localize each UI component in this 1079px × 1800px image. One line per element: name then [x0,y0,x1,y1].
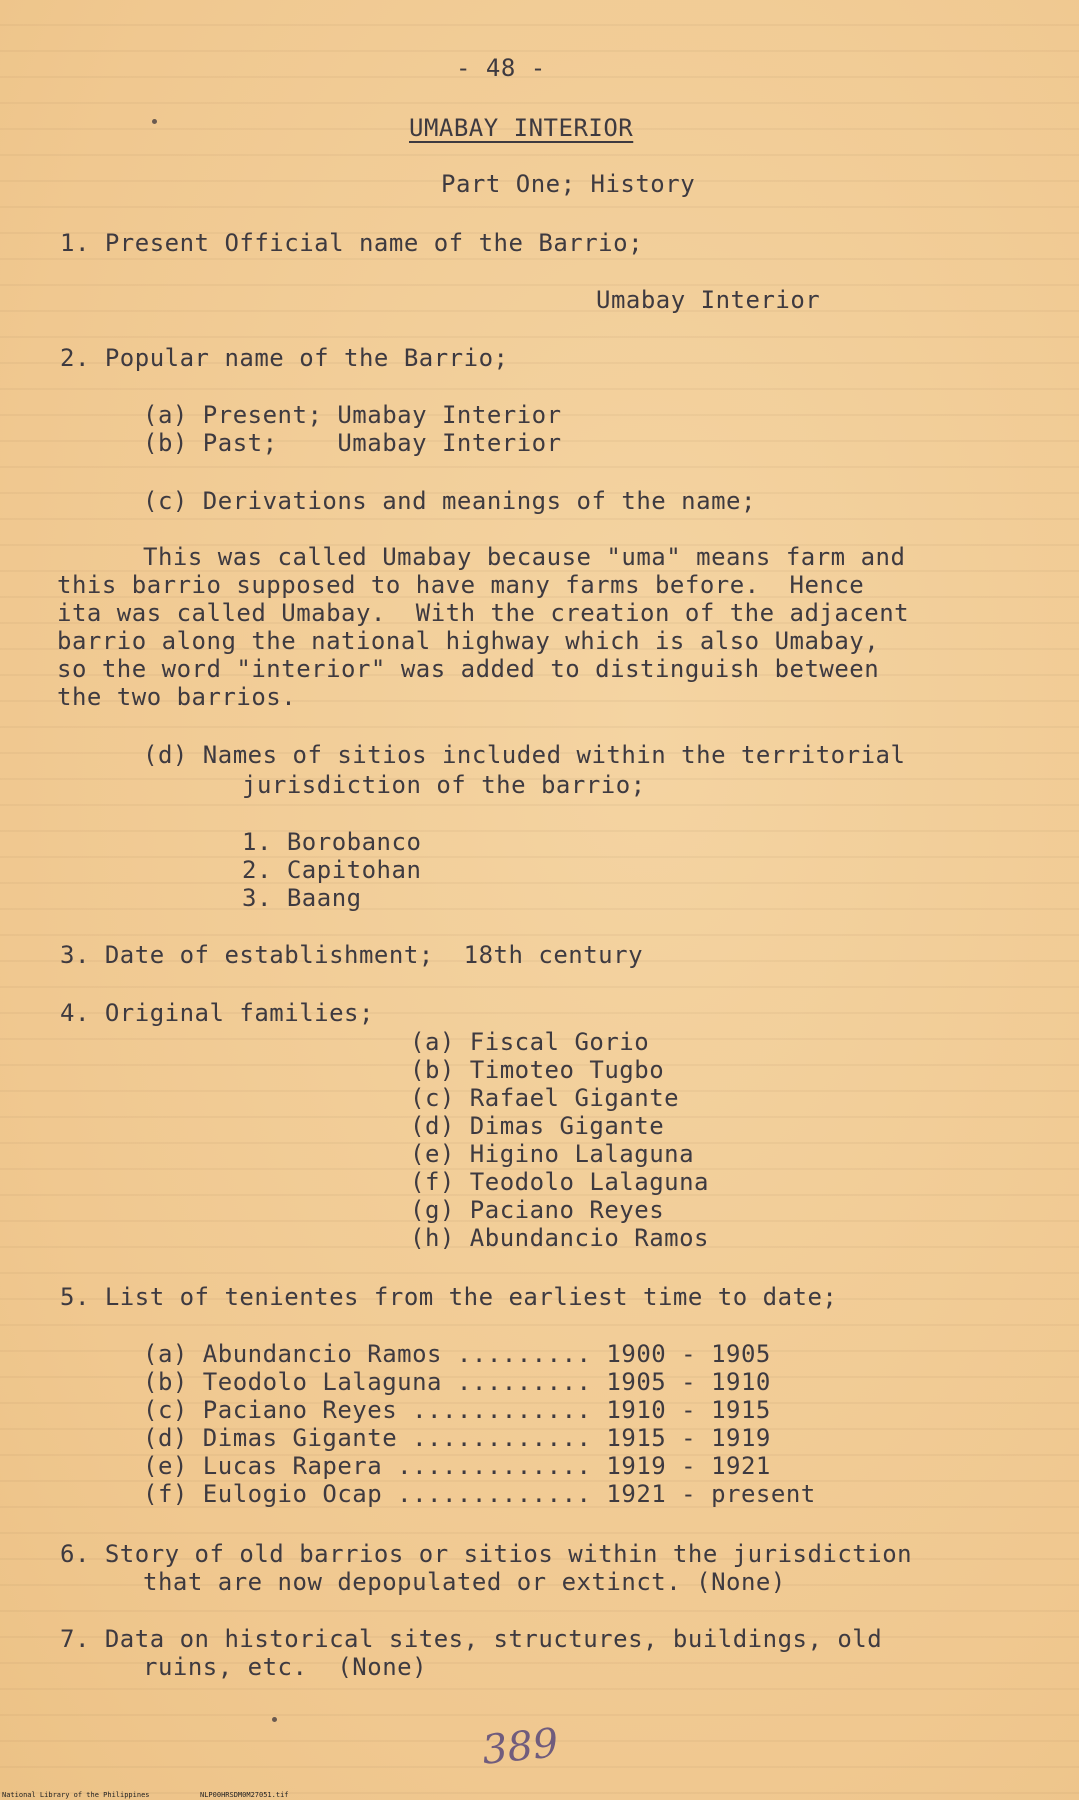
q1-label: 1. Present Official name of the Barrio; [60,229,644,257]
teniente-row: (b) Teodolo Lalaguna ......... 1905 - 1910 [143,1368,771,1396]
derivation-paragraph-line: so the word "interior" was added to distinguish between [57,655,880,683]
family-item: (f) Teodolo Lalaguna [410,1168,709,1196]
family-item: (c) Rafael Gigante [410,1084,680,1112]
family-item: (e) Higino Lalaguna [410,1140,695,1168]
teniente-row: (c) Paciano Reyes ............ 1910 - 1915 [143,1396,771,1424]
q2-present: (a) Present; Umabay Interior [143,401,562,429]
q2-sitios-label-cont: jurisdiction of the barrio; [242,771,646,799]
page-number: - 48 - [456,54,546,82]
family-item: (a) Fiscal Gorio [410,1028,650,1056]
teniente-row: (e) Lucas Rapera ............. 1919 - 1921 [143,1452,771,1480]
q1-answer: Umabay Interior [596,286,821,314]
derivation-paragraph-line: barrio along the national highway which is also Umabay, [57,627,880,655]
q6-line1: 6. Story of old barrios or sitios within the jurisdiction [60,1540,913,1568]
sitio-item: 3. Baang [242,884,362,912]
derivation-paragraph-line: this barrio supposed to have many farms before. Hence [57,571,865,599]
q5-label: 5. List of tenientes from the earliest time to date; [60,1283,838,1311]
q7-line1: 7. Data on historical sites, structures, buildings, old [60,1625,883,1653]
teniente-row: (d) Dimas Gigante ............ 1915 - 1919 [143,1424,771,1452]
derivation-paragraph-line: the two barrios. [57,683,297,711]
sitio-item: 1. Borobanco [242,828,422,856]
document-title: UMABAY INTERIOR [409,114,634,142]
family-item: (b) Timoteo Tugbo [410,1056,665,1084]
handwritten-page-number: 389 [479,1720,561,1774]
q2-derivations-label: (c) Derivations and meanings of the name; [143,487,756,515]
sitio-item: 2. Capitohan [242,856,422,884]
q7-line2: ruins, etc. (None) [143,1653,428,1681]
teniente-row: (f) Eulogio Ocap ............. 1921 - present [143,1480,816,1508]
footer-filename: NLP00HRSDM0M27051.tif [200,1791,289,1799]
q2-label: 2. Popular name of the Barrio; [60,344,509,372]
teniente-row: (a) Abundancio Ramos ......... 1900 - 1905 [143,1340,771,1368]
stray-mark [152,119,157,124]
family-item: (d) Dimas Gigante [410,1112,665,1140]
footer-library: National Library of the Philippines [2,1791,150,1799]
q6-line2: that are now depopulated or extinct. (None) [143,1568,786,1596]
stray-mark [272,1717,277,1722]
q4-label: 4. Original families; [60,999,374,1027]
family-item: (h) Abundancio Ramos [410,1224,709,1252]
family-item: (g) Paciano Reyes [410,1196,665,1224]
derivation-paragraph-line: This was called Umabay because "uma" means farm and [143,543,906,571]
derivation-paragraph-line: ita was called Umabay. With the creation of the adjacent [57,599,910,627]
q2-past: (b) Past; Umabay Interior [143,429,562,457]
document-subtitle: Part One; History [441,170,696,198]
q2-sitios-label: (d) Names of sitios included within the territorial [143,741,906,769]
q3-establishment: 3. Date of establishment; 18th century [60,941,644,969]
